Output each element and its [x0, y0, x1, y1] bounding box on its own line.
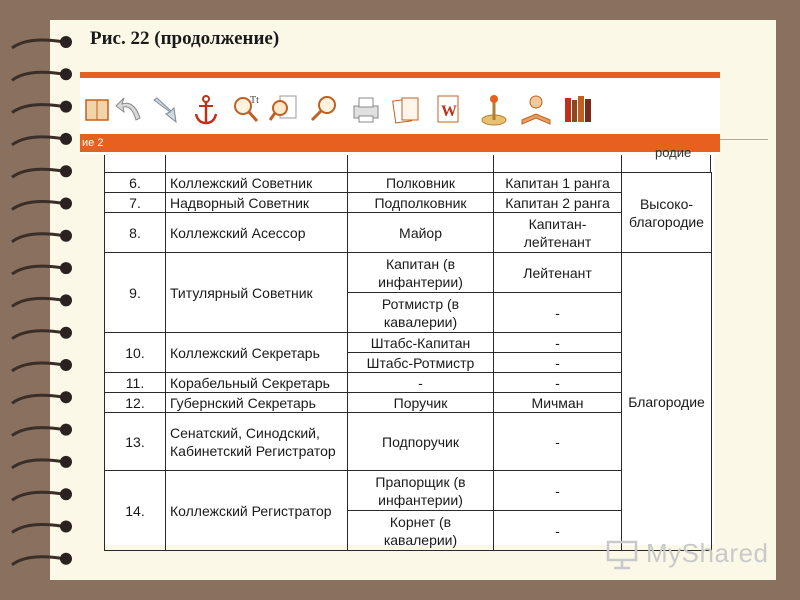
rank-number: 8.	[105, 213, 166, 253]
navy-rank: Капитан 2 ранга	[494, 193, 622, 213]
address-low: Благородие	[622, 253, 712, 551]
civil-rank: Титулярный Советник	[166, 253, 348, 333]
spiral-ring	[12, 428, 64, 436]
spiral-hole	[60, 133, 72, 145]
army-rank: Прапорщик (в инфантерии)	[348, 471, 494, 511]
spiral-hole	[60, 36, 72, 48]
navy-rank: -	[494, 413, 622, 471]
address-high: Высоко-благородие	[622, 173, 712, 253]
forward-arrow-icon[interactable]	[150, 90, 182, 130]
table-row	[105, 413, 712, 471]
open-book-icon[interactable]	[82, 90, 114, 130]
spiral-ring	[12, 105, 64, 113]
civil-rank: Корабельный Секретарь	[166, 373, 348, 393]
navy-rank: Капитан-лейтенант	[494, 213, 622, 253]
spiral-hole	[60, 359, 72, 371]
spiral-ring	[12, 557, 64, 565]
spiral-ring	[12, 298, 64, 306]
spiral-ring	[12, 331, 64, 339]
spiral-ring	[12, 525, 64, 533]
table-row	[105, 193, 712, 213]
spiral-hole	[60, 68, 72, 80]
civil-rank: Коллежский Асессор	[166, 213, 348, 253]
spiral-hole	[60, 488, 72, 500]
rank-number: 14.	[105, 471, 166, 551]
watermark	[606, 536, 776, 572]
table-row	[105, 373, 712, 393]
civil-rank: Коллежский Регистратор	[166, 471, 348, 551]
watermark-text: MyShared	[646, 538, 769, 568]
navy-rank: -	[494, 471, 622, 511]
anchor-icon[interactable]	[190, 90, 222, 130]
army-rank: Корнет (в кавалерии)	[348, 511, 494, 551]
zoom-icon[interactable]	[308, 90, 340, 130]
army-rank: Штабс-Ротмистр	[348, 353, 494, 373]
table-row	[105, 471, 712, 511]
spiral-hole	[60, 262, 72, 274]
reading-book-icon[interactable]	[520, 90, 552, 130]
divider-line	[720, 139, 768, 140]
spiral-ring	[12, 266, 64, 274]
spiral-hole	[60, 424, 72, 436]
spiral-hole	[60, 165, 72, 177]
army-rank: Поручик	[348, 393, 494, 413]
app-toolbar	[80, 72, 720, 154]
spiral-hole	[60, 198, 72, 210]
army-rank: Полковник	[348, 173, 494, 193]
rank-number: 6.	[105, 173, 166, 193]
rank-number: 13.	[105, 413, 166, 471]
toolbar-icons	[80, 90, 720, 130]
civil-rank: Губернский Секретарь	[166, 393, 348, 413]
table-top-continuation	[104, 155, 712, 172]
svg-text:W: W	[441, 103, 457, 120]
rank-number: 12.	[105, 393, 166, 413]
army-rank: Подпоручик	[348, 413, 494, 471]
slide-title: Рис. 22 (продолжение)	[90, 28, 280, 49]
spiral-ring	[12, 492, 64, 500]
navy-rank: -	[494, 333, 622, 353]
navy-rank: Мичман	[494, 393, 622, 413]
spiral-binding	[8, 30, 78, 580]
civil-rank: Сенатский, Синодский, Кабинетский Регистратор	[166, 413, 348, 471]
spiral-hole	[60, 294, 72, 306]
rank-number: 11.	[105, 373, 166, 393]
table-row	[105, 253, 712, 293]
documents-icon[interactable]	[390, 90, 422, 130]
table-row	[105, 213, 712, 253]
spiral-hole	[60, 456, 72, 468]
spiral-ring	[12, 40, 64, 48]
spiral-hole	[60, 553, 72, 565]
find-text-icon[interactable]	[268, 90, 300, 130]
table-row	[105, 333, 712, 353]
spiral-hole	[60, 101, 72, 113]
spiral-hole	[60, 521, 72, 533]
presentation-icon	[606, 540, 640, 570]
toolbar-top-strip	[80, 72, 720, 78]
table-row	[105, 173, 712, 193]
navy-rank: Лейтенант	[494, 253, 622, 293]
table-row	[105, 393, 712, 413]
back-arrow-icon[interactable]	[114, 90, 146, 130]
army-rank: Подполковник	[348, 193, 494, 213]
civil-rank: Надворный Советник	[166, 193, 348, 213]
army-rank: -	[348, 373, 494, 393]
navy-rank: -	[494, 373, 622, 393]
spiral-ring	[12, 72, 64, 80]
printer-icon[interactable]	[350, 90, 382, 130]
section-tab-label[interactable]: ие 2	[82, 137, 104, 149]
library-icon[interactable]	[562, 90, 594, 130]
rank-number: 9.	[105, 253, 166, 333]
navy-rank: Капитан 1 ранга	[494, 173, 622, 193]
rank-number: 10.	[105, 333, 166, 373]
spiral-ring	[12, 460, 64, 468]
text-search-icon[interactable]	[230, 90, 262, 130]
spiral-hole	[60, 230, 72, 242]
ranks-table-container	[104, 145, 714, 548]
army-rank: Ротмистр (в кавалерии)	[348, 293, 494, 333]
army-rank: Майор	[348, 213, 494, 253]
joystick-icon[interactable]	[478, 90, 510, 130]
civil-rank: Коллежский Секретарь	[166, 333, 348, 373]
spiral-hole	[60, 391, 72, 403]
ranks-table	[104, 172, 712, 551]
navy-rank: -	[494, 353, 622, 373]
army-rank: Штабс-Капитан	[348, 333, 494, 353]
word-icon[interactable]	[432, 90, 464, 130]
spiral-ring	[12, 395, 64, 403]
navy-rank: -	[494, 511, 622, 551]
table-top-hint: родие	[655, 145, 692, 160]
svg-text:Tt: Tt	[250, 95, 259, 106]
spiral-ring	[12, 137, 64, 145]
spiral-ring	[12, 234, 64, 242]
civil-rank: Коллежский Советник	[166, 173, 348, 193]
spiral-hole	[60, 327, 72, 339]
spiral-ring	[12, 202, 64, 210]
rank-number: 7.	[105, 193, 166, 213]
spiral-ring	[12, 169, 64, 177]
section-tab-bar	[80, 134, 720, 152]
navy-rank: -	[494, 293, 622, 333]
spiral-ring	[12, 363, 64, 371]
army-rank: Капитан (в инфантерии)	[348, 253, 494, 293]
